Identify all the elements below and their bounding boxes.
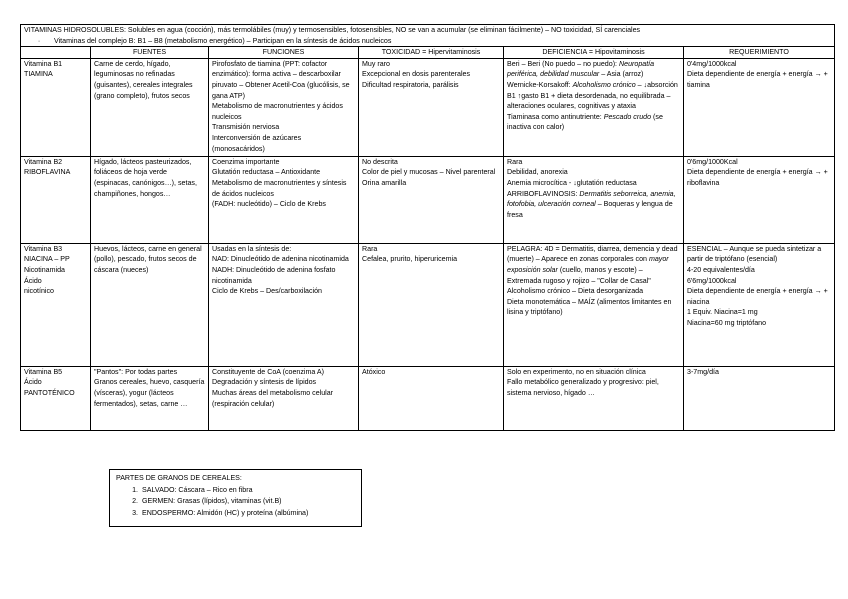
vitamin-name-line: Vitamina B3 bbox=[24, 244, 63, 253]
deficiencia-line bbox=[507, 112, 680, 133]
deficiencia-text: Beri – Beri (No puedo – no puedo): bbox=[507, 59, 619, 68]
funciones-line: Coenzima importante bbox=[212, 157, 280, 166]
funciones-line: Metabolismo de macronutrientes y síntesis de ácidos nucleicos bbox=[212, 178, 347, 198]
deficiencia-text: – ↓absorción B1 ↑gasto B1 + dieta desordenada, no equilibrada – alteraciones oculares, cognitivas y ataxia bbox=[507, 80, 678, 111]
vitamin-name-cell bbox=[21, 156, 91, 243]
requerimiento-line: 1 Equiv. Niacina=1 mg bbox=[687, 308, 758, 317]
vitamin-name-line: nicotínico bbox=[24, 287, 54, 296]
list-item: 3. ENDOSPERMO: Almidón (HC) y proteína (albúmina) bbox=[140, 508, 355, 520]
toxicidad-line: Excepcional en dosis parenterales bbox=[362, 70, 471, 79]
funciones-line: Transmisión nerviosa bbox=[212, 123, 280, 132]
vitamin-name-line: RIBOFLAVINA bbox=[24, 168, 71, 177]
requerimiento-line: 0'6mg/1000Kcal bbox=[687, 157, 738, 166]
requerimiento-line: Niacina=60 mg triptófano bbox=[687, 318, 767, 327]
funciones-line: Metabolismo de macronutrientes y ácidos nucleicos bbox=[212, 102, 343, 121]
column-header-toxicidad: TOXICIDAD = Hipervitaminosis bbox=[359, 47, 504, 59]
toxicidad-cell bbox=[359, 366, 504, 430]
deficiencia-line: Fallo metabólico generalizado y progresivo: piel, sistema nervioso, hígado … bbox=[507, 378, 659, 397]
requerimiento-cell bbox=[684, 366, 835, 430]
deficiencia-text: – Asia (arroz) bbox=[599, 70, 644, 79]
vitamin-name-line: Ácido bbox=[24, 276, 42, 285]
vitamin-name-line: Ácido bbox=[24, 378, 42, 387]
deficiencia-line: Debilidad, anorexia bbox=[507, 168, 568, 177]
deficiencia-italic: Dermatitis seborreica, anemia, fotofobia, ulceración corneal bbox=[507, 189, 676, 209]
deficiencia-cell bbox=[504, 156, 684, 243]
deficiencia-text: (se inactiva con calor) bbox=[507, 112, 663, 132]
funciones-cell bbox=[209, 366, 359, 430]
toxicidad-line: Dificultad respiratoria, parálisis bbox=[362, 80, 459, 89]
requerimiento-cell bbox=[684, 243, 835, 366]
column-header-requerimiento: REQUERIMIENTO bbox=[684, 47, 835, 59]
funciones-line: Interconversión de azúcares (monosacáridos) bbox=[212, 133, 302, 153]
header-line-2-text: Vitaminas del complejo B: B1 – B8 (metabolismo energético) – Participan en la síntesis de ácidos nucleicos bbox=[54, 36, 392, 45]
funciones-line: Pirofosfato de tiamina (PPT: cofactor enzimático): forma activa – descarboxilar piruvato – Obtener Acetil-Coa (glucólisis, se gana ATP) bbox=[212, 59, 350, 100]
deficiencia-line: Extremada rugoso y rojizo – "Collar de Casal" bbox=[507, 276, 651, 285]
cereal-parts-title: PARTES DE GRANOS DE CEREALES: bbox=[116, 474, 242, 482]
table-row-b2 bbox=[21, 156, 835, 243]
column-header-fuentes: FUENTES bbox=[91, 47, 209, 59]
fuentes-text: Huevos, lácteos, carne en general (pollo), pescado, frutos secos de cáscara (nueces) bbox=[94, 244, 202, 274]
funciones-line: (FADH: nucleótido) – Ciclo de Krebs bbox=[212, 200, 326, 209]
funciones-cell bbox=[209, 58, 359, 156]
toxicidad-cell bbox=[359, 156, 504, 243]
requerimiento-line: 0'4mg/1000kcal bbox=[687, 59, 737, 68]
table-header-cell bbox=[21, 25, 835, 47]
header-line-1: VITAMINAS HIDROSOLUBLES: Solubles en agua (cocción), más termolábiles (muy) y termosensibles, fotosensibles, NO se van a acumular (se eliminan fácilmente) – NO toxicidad, SÍ carenciales bbox=[24, 26, 641, 34]
deficiencia-cell bbox=[504, 58, 684, 156]
toxicidad-line: Rara bbox=[362, 244, 378, 253]
funciones-cell bbox=[209, 243, 359, 366]
toxicidad-line: Orina amarilla bbox=[362, 178, 407, 187]
requerimiento-line: 4-20 equivalentes/día bbox=[687, 265, 755, 274]
deficiencia-italic: mayor exposición solar bbox=[507, 255, 669, 274]
deficiencia-line: Dieta monotemática – MAÍZ (alimentos limitantes en lisina y triptófano) bbox=[507, 297, 672, 317]
toxicidad-cell bbox=[359, 243, 504, 366]
deficiencia-cell bbox=[504, 243, 684, 366]
vitamin-name-line: TIAMINA bbox=[24, 70, 53, 79]
vitamins-table bbox=[20, 24, 835, 431]
deficiencia-cell bbox=[504, 366, 684, 430]
toxicidad-line: Cefalea, prurito, hiperuricemia bbox=[362, 255, 458, 264]
funciones-line: Muchas áreas del metabolismo celular (respiración celular) bbox=[212, 388, 334, 408]
cereal-parts-box bbox=[109, 469, 362, 527]
vitamin-name-line: PANTOTÉNICO bbox=[24, 388, 75, 397]
requerimiento-line: Dieta dependiente de energía + energía → + riboflavina bbox=[687, 168, 828, 187]
requerimiento-cell bbox=[684, 156, 835, 243]
requerimiento-line: ESENCIAL – Aunque se pueda sintetizar a partir de triptófano (esencial) bbox=[687, 244, 822, 264]
fuentes-cell bbox=[91, 366, 209, 430]
funciones-line: NADH: Dinucleótido de adenina fosfato nicotinamida bbox=[212, 265, 336, 285]
deficiencia-text: – Boqueras y lengua de fresa bbox=[507, 200, 673, 219]
column-header-funciones: FUNCIONES bbox=[209, 47, 359, 59]
fuentes-cell bbox=[91, 58, 209, 156]
deficiencia-line bbox=[507, 80, 680, 112]
deficiencia-line bbox=[507, 189, 680, 221]
toxicidad-cell bbox=[359, 58, 504, 156]
funciones-line: Ciclo de Krebs – Des/carboxilación bbox=[212, 287, 323, 296]
toxicidad-line: Muy raro bbox=[362, 59, 390, 68]
funciones-line: Usadas en la síntesis de: bbox=[212, 244, 292, 253]
document bbox=[20, 24, 834, 431]
deficiencia-line: Anemia microcítica - ↓glutatión reductasa bbox=[507, 178, 637, 187]
vitamin-name-cell bbox=[21, 58, 91, 156]
fuentes-text: Carne de cerdo, hígado, leguminosas no refinadas (guisantes), cereales integrales (grano completo), frutos secos bbox=[94, 59, 193, 100]
vitamin-name-line: Vitamina B5 bbox=[24, 367, 63, 376]
fuentes-text: Hígado, lácteos pasteurizados, foliáceos de hoja verde (espinacas, canónigos…), setas, champiñones, hongos… bbox=[94, 157, 197, 198]
vitamin-name-line: Vitamina B2 bbox=[24, 157, 63, 166]
header-line-2 bbox=[24, 36, 831, 47]
deficiencia-italic: Neuropatía periférica, debilidad muscular bbox=[507, 59, 655, 79]
list-item: 1. SALVADO: Cáscara – Rico en fibra bbox=[140, 485, 355, 497]
funciones-cell bbox=[209, 156, 359, 243]
funciones-line: Constituyente de CoA (coenzima A) bbox=[212, 367, 324, 376]
fuentes-line: "Pantos": Por todas partes bbox=[94, 367, 178, 376]
deficiencia-text: ARRIBOFLAVINOSIS: bbox=[507, 189, 580, 198]
vitamin-name-cell bbox=[21, 366, 91, 430]
deficiencia-text: Wernicke-Korsakoff: bbox=[507, 80, 573, 89]
table-row-b3 bbox=[21, 243, 835, 366]
deficiencia-line bbox=[507, 59, 680, 80]
deficiencia-line: Alcoholismo crónico – Dieta desorganizada bbox=[507, 287, 644, 296]
fuentes-cell bbox=[91, 243, 209, 366]
requerimiento-line: Dieta dependiente de energía + energía → + niacina bbox=[687, 287, 828, 306]
requerimiento-line: 6'6mg/1000kcal bbox=[687, 276, 737, 285]
column-header-row bbox=[21, 47, 835, 59]
toxicidad-line: Atóxico bbox=[362, 367, 386, 376]
toxicidad-line: Color de piel y mucosas – Nivel parenteral bbox=[362, 168, 496, 177]
bullet-icon: · bbox=[37, 36, 41, 45]
fuentes-cell bbox=[91, 156, 209, 243]
deficiencia-line: Solo en experimento, no en situación clínica bbox=[507, 367, 646, 376]
funciones-line: Glutatión reductasa – Antioxidante bbox=[212, 168, 321, 177]
vitamin-name-cell bbox=[21, 243, 91, 366]
column-header-name bbox=[21, 47, 91, 59]
deficiencia-italic: Alcoholismo crónico bbox=[572, 80, 636, 89]
vitamin-name-line: NIACINA – PP bbox=[24, 255, 70, 264]
deficiencia-text: Tiaminasa como antinutriente: bbox=[507, 112, 604, 121]
deficiencia-text: PELAGRA: 4D = Dermatitis, diarrea, demencia y dead (muerte) – Aparece en zonas corporales con bbox=[507, 244, 678, 264]
vitamin-name-line: Nicotinamida bbox=[24, 265, 66, 274]
requerimiento-cell bbox=[684, 58, 835, 156]
list-item: 2. GERMEN: Grasas (lípidos), vitaminas (vit.B) bbox=[140, 496, 355, 508]
column-header-deficiencia: DEFICIENCIA = Hipovitaminosis bbox=[504, 47, 684, 59]
table-header-row bbox=[21, 25, 835, 47]
toxicidad-line: No descrita bbox=[362, 157, 398, 166]
deficiencia-italic: Pescado crudo bbox=[603, 112, 652, 121]
deficiencia-line bbox=[507, 244, 680, 276]
requerimiento-line: Dieta dependiente de energía + energía → + tiamina bbox=[687, 70, 828, 89]
table-row-b1 bbox=[21, 58, 835, 156]
deficiencia-text: (cuello, manos y escote) – bbox=[557, 265, 643, 274]
funciones-line: NAD: Dinucleótido de adenina nicotinamida bbox=[212, 255, 349, 264]
fuentes-line: Granos cereales, huevo, casquería (vísceras), yogur (lácteos fermentados), setas, carne … bbox=[94, 378, 205, 408]
table-row-b5 bbox=[21, 366, 835, 430]
vitamin-name-line: Vitamina B1 bbox=[24, 59, 63, 68]
cereal-parts-list bbox=[116, 485, 355, 520]
funciones-line: Degradación y síntesis de lípidos bbox=[212, 378, 317, 387]
requerimiento-line: 3-7mg/día bbox=[687, 367, 719, 376]
deficiencia-line: Rara bbox=[507, 157, 523, 166]
